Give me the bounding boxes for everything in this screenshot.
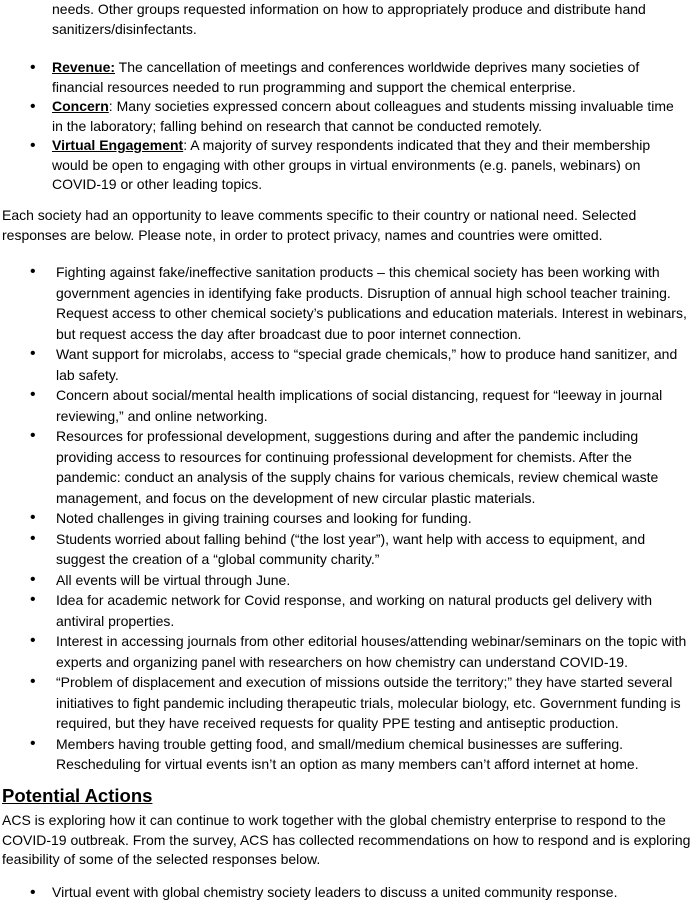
bullet-icon: • <box>30 98 36 115</box>
bullet-icon: • <box>30 427 36 444</box>
actions-list <box>28 883 690 903</box>
list-item <box>28 734 690 775</box>
list-item <box>28 262 690 344</box>
item-text: Interest in accessing journals from other editorial houses/attending webinar/seminars on the topic with experts and organizing panel with researchers on how chemistry can understand COVID-19. <box>56 633 687 670</box>
bullet-icon: • <box>30 137 36 154</box>
item-text: “Problem of displacement and execution of missions outside the territory;” they have started several initiatives to fight pandemic including therapeutic trials, molecular biology, etc. Government funding is required, but they have received requests for quality PPE testing and antiseptic production. <box>56 674 681 731</box>
bullet-icon: • <box>30 673 36 690</box>
list-item <box>28 883 690 903</box>
list-item <box>28 508 690 529</box>
bullet-icon: • <box>30 59 36 76</box>
bullet-icon: • <box>30 509 36 526</box>
list-item <box>28 136 688 195</box>
item-text: : Many societies expressed concern about colleagues and students missing invaluable time in the laboratory; falling behind on research that cannot be conducted remotely. <box>52 98 674 134</box>
intro-paragraph: Each society had an opportunity to leave comments specific to their country or national need. Selected responses are below. Please note, in order to protect privacy, names and countries were omitted. <box>2 207 637 243</box>
item-text: Members having trouble getting food, and small/medium chemical businesses are suffering. Rescheduling for virtual events isn’t an option as many members can’t afford internet at home. <box>56 735 639 772</box>
list-item <box>28 590 690 631</box>
bullet-icon: • <box>30 529 36 547</box>
item-text: Idea for academic network for Covid response, and working on natural products gel delivery with antiviral properties. <box>56 592 653 629</box>
findings-list <box>28 58 688 195</box>
list-item <box>28 344 690 385</box>
bullet-icon: • <box>30 884 36 901</box>
bullet-icon: • <box>30 386 36 403</box>
term-label: Revenue: <box>52 59 116 75</box>
bullet-icon: • <box>30 263 36 280</box>
bullet-icon: • <box>30 734 36 752</box>
item-text: Concern about social/mental health implications of social distancing, request for “leeway in journal reviewing,” and online networking. <box>56 387 663 424</box>
item-text: Fighting against fake/ineffective sanitation products – this chemical society has been working with government agencies in identifying fake products. Disruption of annual high school teacher training. Request access to other chemical society’s publications and education materials. Interest in webinars, but request access the day after broadcast due to poor internet connection. <box>56 264 687 342</box>
term-label: Concern <box>52 98 109 114</box>
item-text: Noted challenges in giving training courses and looking for funding. <box>56 510 472 526</box>
list-item <box>28 672 690 734</box>
item-text: Students worried about falling behind (“the lost year”), want help with access to equipment, and suggest the creation of a “global community charity.” <box>56 530 646 567</box>
list-item <box>28 58 688 97</box>
list-item <box>28 631 690 672</box>
list-item <box>28 385 690 426</box>
item-text: The cancellation of meetings and conferences worldwide deprives many societies of financial resources needed to run programming and support the chemical enterprise. <box>52 59 640 95</box>
responses-list <box>28 262 690 775</box>
bullet-icon: • <box>30 591 36 608</box>
list-item <box>28 529 690 570</box>
item-text: : A majority of survey respondents indicated that they and their membership would be open to engaging with other groups in virtual environments (e.g. panels, webinars) on COVID-19 or other leading topics. <box>52 137 651 192</box>
continuation-text: needs. Other groups requested information on how to appropriately produce and distribute hand sanitizers/disinfectants. <box>52 1 646 37</box>
term-label: Virtual Engagement <box>52 137 184 153</box>
item-text: Virtual event with global chemistry society leaders to discuss a united community response. <box>52 884 618 900</box>
list-item <box>28 97 688 136</box>
item-text: All events will be virtual through June. <box>56 571 291 588</box>
bullet-icon: • <box>30 632 36 649</box>
list-item <box>28 570 690 591</box>
list-item <box>28 426 690 508</box>
bullet-icon: • <box>30 570 36 588</box>
item-text: Resources for professional development, suggestions during and after the pandemic including providing access to resources for continuing professional development for chemists. After the pandemic: conduct an analysis of the supply chains for various chemicals, review chemical waste management, and focus on the development of new circular plastic materials. <box>56 428 659 506</box>
section-heading: Potential Actions <box>2 785 153 806</box>
actions-paragraph: ACS is exploring how it can continue to work together with the global chemistry enterprise to respond to the COVID-19 outbreak. From the survey, ACS has collected recommendations on how to respond and is exploring feasibility of some of the selected responses below. <box>2 812 691 867</box>
bullet-icon: • <box>30 345 36 362</box>
item-text: Want support for microlabs, access to “special grade chemicals,” how to produce hand sanitizer, and lab safety. <box>56 346 678 383</box>
